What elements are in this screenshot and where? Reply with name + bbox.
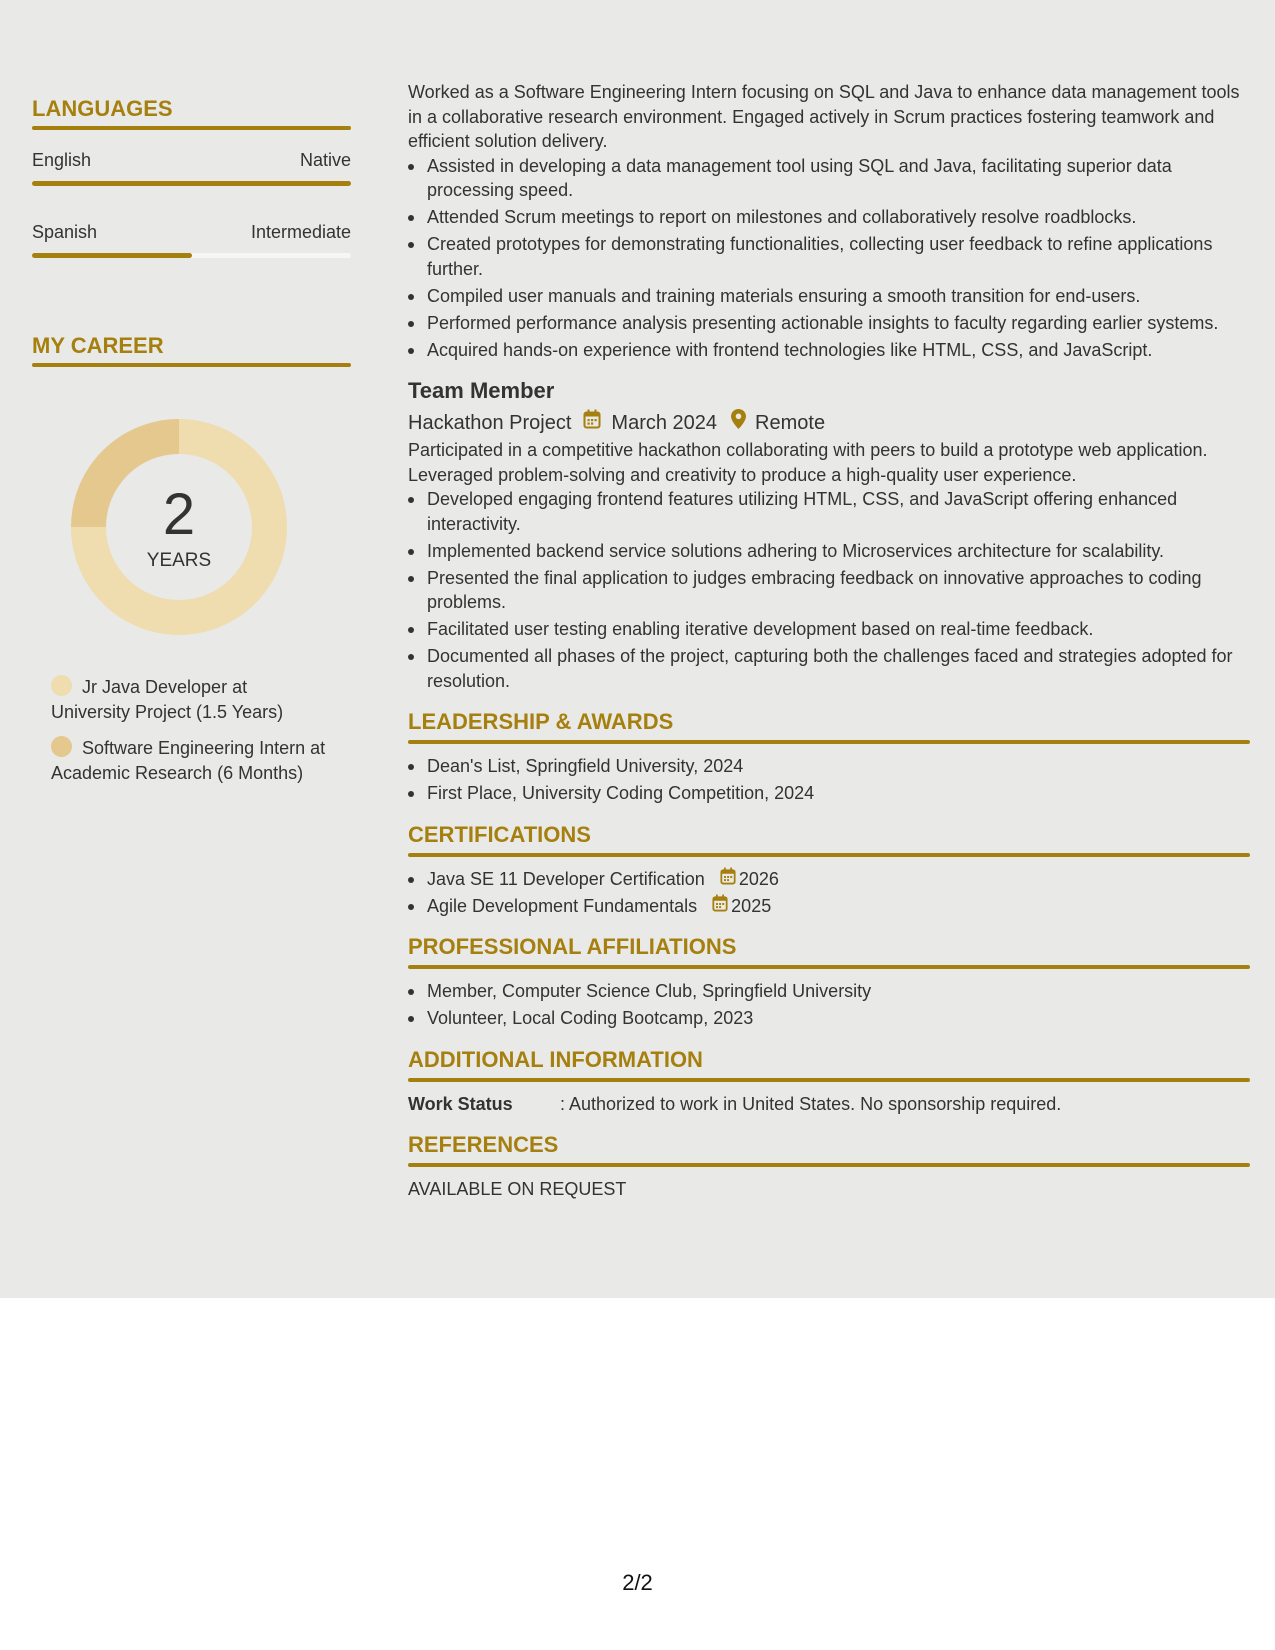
list-item: Attended Scrum meetings to report on milestones and collaboratively resolve roadblocks. — [408, 205, 1250, 230]
references-text: AVAILABLE ON REQUEST — [408, 1179, 627, 1199]
career-legend-item — [51, 675, 326, 724]
certifications-section — [408, 820, 1250, 919]
page-number: 2/2 — [622, 1570, 653, 1595]
calendar-icon — [712, 894, 731, 919]
list-item: Implemented backend service solutions adhering to Microservices architecture for scalability. — [408, 539, 1250, 564]
job-title: Team Member — [408, 378, 555, 403]
cert-name: Agile Development Fundamentals — [427, 895, 698, 916]
additional-section — [408, 1045, 1250, 1117]
team-bullets — [408, 487, 1250, 693]
cert-year: 2025 — [731, 895, 772, 916]
calendar-icon — [720, 867, 739, 892]
list-item: First Place, University Coding Competition, 2024 — [408, 781, 1250, 806]
language-proficiency-fill — [32, 181, 351, 186]
right-column — [408, 80, 1250, 1202]
legend-label: Software Engineering Intern at Academic Research (6 Months) — [51, 738, 326, 783]
job-org: Hackathon Project — [408, 412, 572, 434]
list-item: Developed engaging frontend features utilizing HTML, CSS, and JavaScript offering enhanced interactivity. — [408, 487, 1250, 536]
language-item — [32, 150, 351, 186]
affiliations-title: PROFESSIONAL AFFILIATIONS — [408, 934, 737, 959]
language-name: Spanish — [32, 222, 98, 242]
affiliations-section — [408, 932, 1250, 1031]
additional-rule — [408, 1078, 1250, 1082]
career-rule — [32, 363, 351, 367]
list-item — [408, 894, 1250, 919]
list-item: Performed performance analysis presenting actionable insights to faculty regarding earlier systems. — [408, 311, 1250, 336]
list-item: Member, Computer Science Club, Springfield University — [408, 979, 1250, 1004]
certifications-title: CERTIFICATIONS — [408, 821, 591, 847]
language-proficiency-bar — [32, 253, 351, 258]
left-column — [32, 94, 351, 367]
career-donut-chart — [67, 415, 291, 639]
cert-name: Java SE 11 Developer Certification — [427, 868, 705, 889]
team-summary: Participated in a competitive hackathon collaborating with peers to build a prototype web application. Leveraged problem-solving and creativity to produce a high-quality user experience. — [408, 440, 1208, 485]
work-status-value: : Authorized to work in United States. No sponsorship required. — [560, 1093, 1062, 1114]
career-legend-item — [51, 736, 326, 785]
references-section — [408, 1130, 1250, 1202]
intern-bullets — [408, 154, 1250, 363]
language-proficiency-fill — [32, 253, 192, 258]
career-total-unit: YEARS — [146, 550, 212, 571]
references-title: REFERENCES — [408, 1132, 559, 1157]
languages-title: LANGUAGES — [32, 96, 173, 121]
list-item — [408, 867, 1250, 892]
list-item: Dean's List, Springfield University, 2024 — [408, 754, 1250, 779]
legend-dot — [51, 675, 72, 696]
list-item: Documented all phases of the project, capturing both the challenges faced and strategies adopted for resolution. — [408, 644, 1250, 693]
list-item: Assisted in developing a data management tool using SQL and Java, facilitating superior data processing speed. — [408, 154, 1250, 203]
languages-rule — [32, 126, 351, 130]
legend-label: Jr Java Developer at University Project (1.5 Years) — [51, 677, 284, 722]
career-total-number: 2 — [162, 482, 196, 547]
list-item: Acquired hands-on experience with frontend technologies like HTML, CSS, and JavaScript. — [408, 338, 1250, 363]
intern-summary: Worked as a Software Engineering Intern focusing on SQL and Java to enhance data management tools in a collaborative research environment. Engaged actively in Scrum practices fostering teamwork and efficient solution delivery. — [408, 82, 1240, 151]
list-item: Volunteer, Local Coding Bootcamp, 2023 — [408, 1006, 1250, 1031]
career-title: MY CAREER — [32, 333, 164, 358]
certifications-rule — [408, 853, 1250, 857]
work-status-row — [408, 1092, 1250, 1117]
legend-dot — [51, 736, 72, 757]
job-date: March 2024 — [611, 412, 718, 434]
list-item: Facilitated user testing enabling iterative development based on real-time feedback. — [408, 617, 1250, 642]
career-legend — [51, 675, 326, 797]
language-proficiency-bar — [32, 181, 351, 186]
calendar-icon — [583, 408, 601, 438]
additional-title: ADDITIONAL INFORMATION — [408, 1046, 703, 1072]
work-status-label: Work Status — [408, 1093, 513, 1114]
leadership-title: LEADERSHIP & AWARDS — [408, 709, 674, 734]
leadership-section — [408, 707, 1250, 806]
list-item: Presented the final application to judges embracing feedback on innovative approaches to coding problems. — [408, 566, 1250, 615]
job-meta — [408, 408, 1250, 438]
list-item: Created prototypes for demonstrating functionalities, collecting user feedback to refine applications further. — [408, 232, 1250, 281]
affiliations-rule — [408, 965, 1250, 969]
references-rule — [408, 1163, 1250, 1167]
language-item — [32, 222, 351, 258]
location-pin-icon — [731, 408, 746, 438]
leadership-rule — [408, 740, 1250, 744]
language-name: English — [32, 150, 92, 170]
cert-year: 2026 — [738, 868, 779, 889]
language-level: Intermediate — [250, 222, 351, 242]
job-location: Remote — [755, 412, 826, 434]
language-level: Native — [299, 150, 351, 170]
list-item: Compiled user manuals and training materials ensuring a smooth transition for end-users. — [408, 284, 1250, 309]
